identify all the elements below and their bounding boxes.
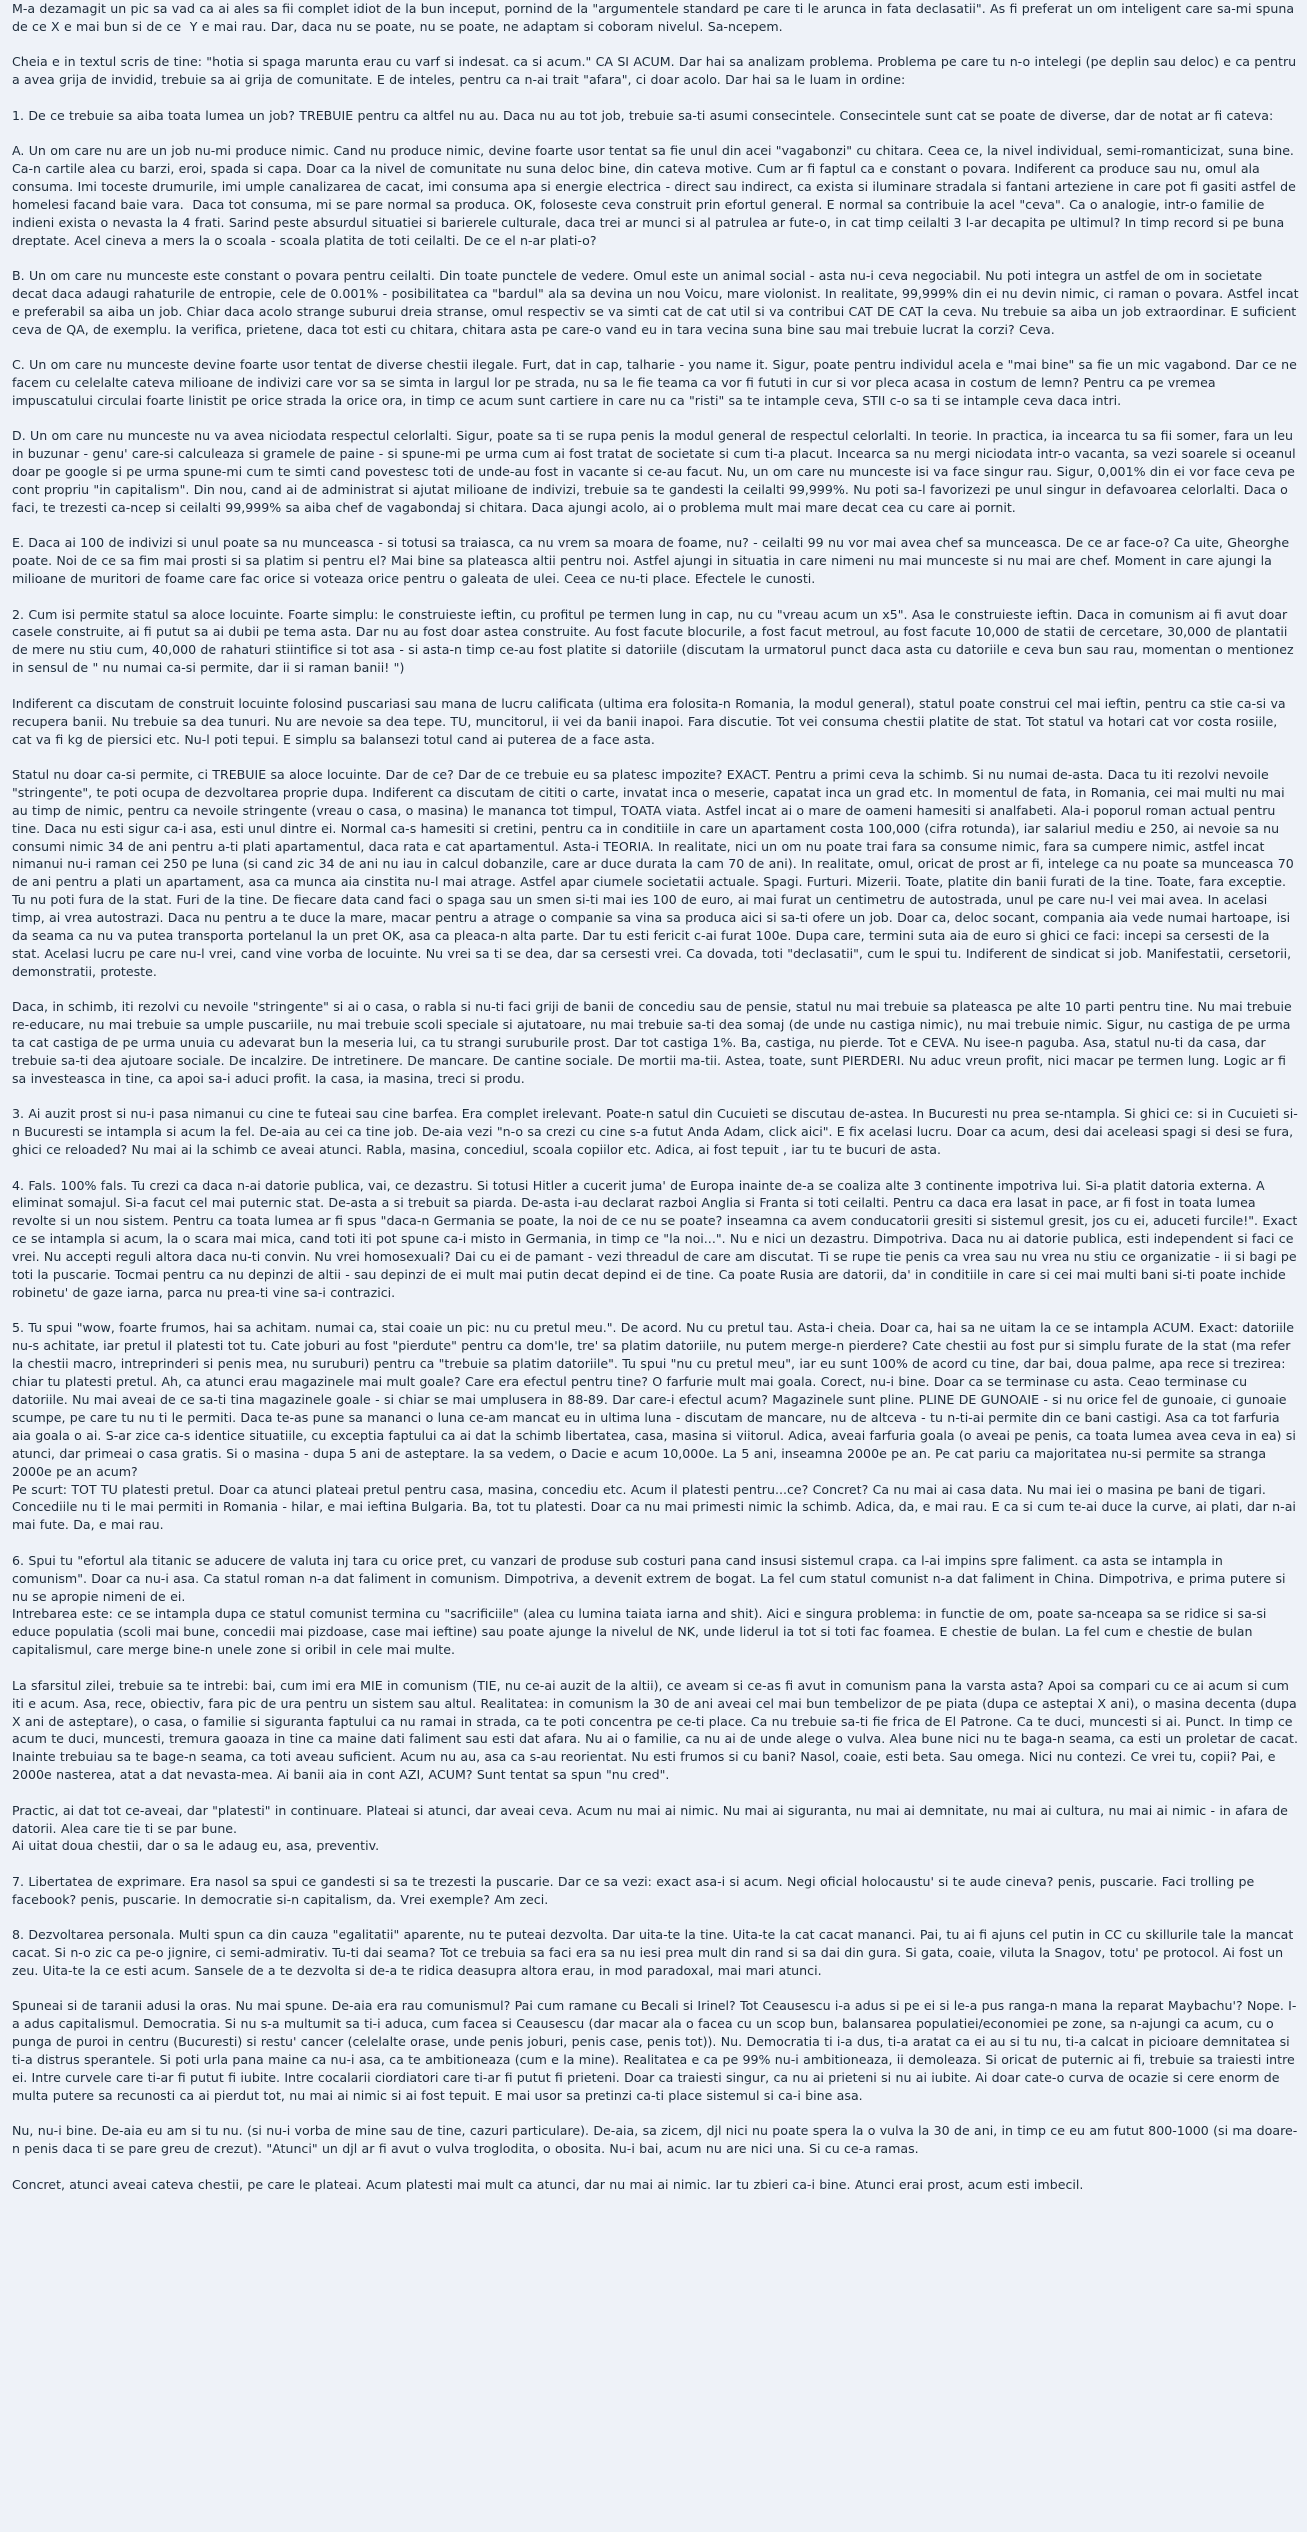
- post-paragraph: Concret, atunci aveai cateva chestii, pe care le plateai. Acum platesti mai mult ca atunci, dar nu mai ai nimic. Iar tu zbieri ca-i bine. Atunci erai prost, acum esti imbecil.: [12, 2176, 1084, 2192]
- post-paragraph: Practic, ai dat tot ce-aveai, dar "platesti" in continuare. Plateai si atunci, dar aveai ceva. Acum nu mai ai nimic. Nu mai ai siguranta, nu mai ai demnitate, nu mai ai cultura, nu mai ai nimic - in afara de datorii. Alea care tie ti se par bune. Ai uitat doua chestii, dar o sa le adaug eu, asa, preventiv.: [12, 1802, 1288, 1854]
- post-paragraph: Cheia e in textul scris de tine: "hotia si spaga marunta erau cu varf si indesat. ca si acum." CA SI ACUM. Dar hai sa analizam problema. Problema pe care tu n-o intelegi (pe deplin sau deloc) e ca pentru a avea grija de invidid, trebuie sa ai grija de comunitate. E de inteles, pentru ca n-ai trait "afara", ci doar acolo. Dar hai sa le luam in ordine:: [12, 54, 1301, 88]
- post-paragraph: Indiferent ca discutam de construit locuinte folosind puscariasi sau mana de lucru calificata (ultima era folosita-n Romania, la modul general), statul poate construi cel mai ieftin, pentru ca stie ca-si va recupera banii. Nu trebuie sa dea tunuri. Nu are nevoie sa dea tepe. TU, muncitorul, ii vei da banii inapoi. Fara discutie. Tot vei consuma chestii platite de stat. Tot statul va hotari cat vor costa rosiile, cat va fi kg de piersici etc. Nu-l poti tepui. E simplu sa balansezi totul cand ai puterea de a face asta.: [12, 695, 1290, 747]
- post-paragraph: Spuneai si de taranii adusi la oras. Nu mai spune. De-aia era rau comunismul? Pai cum ramane cu Becali si Irinel? Tot Ceausescu i-a adus si pe ei si le-a pus ranga-n mana la reparat Maybachu'? Nope. I-a adus capitalismul. Democratia. Si nu s-a multumit sa ti-i aduca, cum facea si Ceausescu (dar macar ala o facea cu un scop bun, balansarea populatiei/economiei pe zone, sa n-ajungi ca acum, cu o punga de puroi in centru (Bucuresti) si restu' cancer (celelalte orase, unde penis joburi, penis case, penis tot)). Nu. Democratia ti i-a dus, ti-a aratat ca ei au si tu nu, ti-a calcat in picioare demnitatea si ti-a distrus sperantele. Si poti urla pana maine ca nu-i asa, ca te ambitioneaza (cum e la mine). Realitatea e ca pe 99% nu-i ambitioneaza, ii demoleaza. Si oricat de puternic ai fi, trebuie sa traiesti intre ei. Intre curvele care ti-ar fi putut fi iubite. Intre cocalarii ciordiatori care ti-ar fi putut fi prieteni. Doar ca traiesti singur, ca nu ai prieteni si nu ai iubite. Ai doar cate-o curva de ocazie si cere enorm de multa putere sa recunosti ca ai pierdut tot, nu mai ai nimic si ai fost tepuit. E mai usor sa pretinzi ca-ti place sistemul si ca-i bine asa.: [12, 1998, 1300, 2103]
- post-paragraph: 7. Libertatea de exprimare. Era nasol sa spui ce gandesti si sa te trezesti la puscarie. Dar ce sa vezi: exact asa-i si acum. Negi oficial holocaustu' si te aude cineva? penis, puscarie. Faci trolling pe facebook? penis, puscarie. In democratie si-n capitalism, da. Vrei exemple? Am zeci.: [12, 1873, 1259, 1907]
- post-paragraph: 8. Dezvoltarea personala. Multi spun ca din cauza "egalitatii" aparente, nu te puteai dezvolta. Dar uita-te la tine. Uita-te la cat cacat mananci. Pai, tu ai fi ajuns cel putin in CC cu skillurile tale la mancat cacat. Si n-o zic ca pe-o jignire, ci semi-admirativ. Tu-ti dai seama? Tot ce trebuia sa faci era sa nu iesi prea mult din rand si sa dai din gura. Si gata, coaie, viluta la Snagov, totu' pe protocol. Ai fost un zeu. Uita-te la ce esti acum. Sansele de a te dezvolta si de-a te ridica deasupra altora erau, in mod paradoxal, mai mari atunci.: [12, 1927, 1298, 1978]
- post-paragraph: M-a dezamagit un pic sa vad ca ai ales sa fii complet idiot de la bun inceput, pornind de la "argumentele standard pe care ti le arunca in fata declasatii". As fi preferat un om inteligent care sa-mi spuna de ce X e mai bun si de ce Y e mai rau. Dar, daca nu se poate, nu se poate, ne adaptam si coboram nivelul. Sa-ncepem.: [12, 1, 1299, 34]
- post-paragraph: 1. De ce trebuie sa aiba toata lumea un job? TREBUIE pentru ca altfel nu au. Daca nu au tot job, trebuie sa-ti asumi consecintele. Consecintele sunt cat se poate de diverse, dar de notat ar fi cateva:: [12, 107, 1274, 123]
- post-paragraph: 5. Tu spui "wow, foarte frumos, hai sa achitam. numai ca, stai coaie un pic: nu cu pretul meu.". De acord. Nu cu pretul tau. Asta-i cheia. Doar ca, hai sa ne uitam la ce se intampla ACUM. Exact: datoriile nu-s achitate, iar pretul il platesti tot tu. Cate joburi au fost "pierdute" pentru ca dom'le, tre' sa platim datoriile, nu putem merge-n pierdere? Cate chestii au fost pur si simplu furate de la stat (ma refer la chestii macro, intreprinderi si penis mea, nu suruburi) pentru ca "trebuie sa platim datoriile". Tu spui "nu cu pretul meu", iar eu sunt 100% de acord cu tine, dar bai, doua palme, apa rece si trezirea: chiar tu platesti pretul. Ah, ca atunci erau magazinele mai mult goale? Care era efectul pentru tine? O farfurie mult mai goala. Corect, nu-i bine. Doar ca se terminase cu asta. Ceao terminase cu datoriile. Nu mai aveai de ce sa-ti tina magazinele goale - si chiar se mai umplusera in 88-89. Dar care-i efectul acum? Magazinele sunt pline. PLINE DE GUNOAIE - si nu orice fel de gunoaie, ci gunoaie scumpe, pe care tu nu ti le permiti. Daca te-as pune sa mananci o luna ce-am mancat eu in ultima luna - discutam de mancare, nu de altceva - tu n-ti-ai permite din ce bani castigi. Asa ca tot farfuria aia goala o ai. S-ar zice ca-s identice situatiile, cu exceptia faptului ca ai dat la schimb libertatea, casa, masina si viitorul. Adica, aveai farfuria goala (o aveai pe penis, ca toata lumea avea ceva in ea) si atunci, dar primeai o casa gratis. Si o masina - dupa 5 ani de asteptare. Ia sa vedem, o Dacie e acum 10,000e. La 5 ani, inseamna 2000e pe an. Pe cat pariu ca majoritatea nu-si permite sa stranga 2000e pe an acum? Pe scurt: TOT TU platesti pretul. Doar ca atunci plateai pretul pentru casa, masina, concediu etc. Acum il platesti pentru...ce? Concret? Ca nu mai ai casa data. Nu mai iei o masina pe bani de tigari. Concediile nu ti le mai permiti in Romania - hilar, e mai ieftina Bulgaria. Ba, tot tu platesti. Doar ca nu mai primesti nimic la schimb. Adica, da, e mai rau. E ca si cum te-ai duce la curve, ai plati, dar n-ai mai fute. Da, e mai rau.: [12, 1320, 1296, 1533]
- post-paragraph: Nu, nu-i bine. De-aia eu am si tu nu. (si nu-i vorba de mine sau de tine, cazuri particulare). De-aia, sa zicem, djl nici nu poate spera la o vulva la 30 de ani, in timp ce eu am futut 800-1000 (si ma doare-n penis daca ti se pare greu de crezut). "Atunci" un djl ar fi avut o vulva troglodita, o obosita. Nu-i bai, acum nu are nici una. Si cu ce-a ramas.: [12, 2123, 1298, 2157]
- post-paragraph: B. Un om care nu munceste este constant o povara pentru ceilalti. Din toate punctele de vedere. Omul este un animal social - asta nu-i ceva negociabil. Nu poti integra un astfel de om in societate decat daca adaugi rahaturile de entropie, cele de 0.001% - posibilitatea ca "bardul" ala sa devina un nou Voicu, mare violonist. In realitate, 99,999% din ei nu devin nimic, ci raman o povara. Astfel incat e preferabil sa aiba un job. Chiar daca acolo strange suburui dreia stranse, omul respectiv se va simti cat de cat util si va contribui CAT DE CAT la ceva. Nu trebuie sa aiba un job extraordinar. E suficient ceva de QA, de exemplu. Ia verifica, prietene, daca tot esti cu chitara, chitara asta pe care-o vand eu in tara vecina suna bine sau mai trebuie lucrat la corzi? Ceva.: [12, 267, 1303, 337]
- post-paragraph: 4. Fals. 100% fals. Tu crezi ca daca n-ai datorie publica, vai, ce dezastru. Si totusi Hitler a cucerit juma' de Europa inainte de-a se coaliza alte 3 continente impotriva lui. Si-a platit datoria externa. A eliminat somajul. Si-a facut cel mai puternic stat. De-asta a si trebuit sa piarda. De-asta i-au declarat razboi Anglia si Franta si toti ceilalti. Pentru ca daca era lasat in pace, ar fi fost in toata lumea revolte si un nou sistem. Pentru ca toata lumea ar fi spus "daca-n Germania se poate, la noi de ce nu se poate? inseamna ca avem conducatorii gresiti si sistemul gresit, jos cu ei, aduceti furcile!". Exact ce se intampla si acum, la o scara mai mica, cand toti iti pot spune ca-i misto in Germania, in timp ce "la noi...". Nu e nici un dezastru. Dimpotriva. Daca nu ai datorie publica, esti independent si faci ce vrei. Nu accepti reguli altora daca nu-ti convin. Nu vrei homosexuali? Dai cu ei de pamant - vezi threadul de care am discutat. Ti se rupe tie penis ca vrea sau nu vrea nu stiu ce organizatie - ii si bagi pe toti la puscarie. Tocmai pentru ca nu depinzi de altii - sau depinzi de ei mult mai putin decat depind ei de tine. Ca poate Rusia are datorii, da' in conditiile in care si cei mai multi bani si-ti poate inchide robinetu' de gaze iarna, parca nu prea-ti vine sa-i contrazici.: [12, 1177, 1302, 1300]
- post-paragraph: C. Un om care nu munceste devine foarte usor tentat de diverse chestii ilegale. Furt, dat in cap, talharie - you name it. Sigur, poate pentru individul acela e "mai bine" sa fie un mic vagabond. Dar ce ne facem cu celelalte cateva milioane de indivizi care vor sa se simta in largul lor pe strada, nu sa le fie teama ca vor fi fututi in cur si vor pleca acasa in costum de lemn? Pentru ca pe vremea impuscatului circulai foarte linistit pe orice strada la orice ora, in timp ce acum sunt cartiere in care nu ca "risti" sa te intample ceva, STII c-o sa ti se intample ceva daca intri.: [12, 357, 1302, 408]
- post-paragraph: D. Un om care nu munceste nu va avea niciodata respectul celorlalti. Sigur, poate sa ti se rupa penis la modul general de respectul celorlalti. In teorie. In practica, ia incearca tu sa fii somer, fara un leu in buzunar - genu' care-si calculeaza si gramele de paine - si spune-mi pe urma cum ai fost tratat de societate si cum ti-a placut. Incearca sa nu mergi niciodata intr-o vacanta, sa vezi soarele si oceanul doar pe google si pe urma spune-mi cum te simti cand povestesc toti de unde-au fost in vacante si ce-au facut. Nu, un om care nu munceste isi va face singur rau. Sigur, 0,001% din ei vor face ceva pe cont propriu "in capitalism". Din nou, cand ai de administrat si ajutat milioane de indivizi, trebuie sa te gandesti la ceilalti 99,999%. Nu poti sa-l favorizezi pe unul singur in defavoarea celorlalti. Daca o faci, te trezesti ca-ncep si ceilalti 99,999% sa aiba chef de vagabondaj si chitara. Daca ajungi acolo, ai o problema mult mai mare decat cea cu care ai pornit.: [12, 428, 1300, 515]
- post-paragraph: Daca, in schimb, iti rezolvi cu nevoile "stringente" si ai o casa, o rabla si nu-ti faci griji de banii de concediu sau de pensie, statul nu mai trebuie sa plateasca pe alte 10 parti pentru tine. Nu mai trebuie re-educare, nu mai trebuie sa umple puscariile, nu mai trebuie scoli speciale si ajutatoare, nu mai trebuie sa-ti dea somaj (de unde nu castiga nimic), nu mai trebuie nimic. Sigur, nu castiga de pe urma ta cat castiga de pe urma unuia cu adevarat bun la meseria lui, ca tu strangi suruburile prost. Dar tot castiga 1%. Ba, castiga, nu pierde. Tot e CEVA. Nu isee-n paguba. Asa, statul nu-ti da casa, dar trebuie sa-ti dea ajutoare sociale. De incalzire. De intretinere. De mancare. De cantine sociale. De mortii ma-tii. Astea, toate, sunt PIERDERI. Nu aduc vreun profit, nici macar pe termen lung. Logic ar fi sa investeasca in tine, ca apoi sa-i aduci profit. Ia casa, ia masina, treci si produ.: [12, 999, 1297, 1086]
- post-paragraph: 2. Cum isi permite statul sa aloce locuinte. Foarte simplu: le construieste ieftin, cu profitul pe termen lung in cap, nu cu "vreau acum un x5". Asa le construieste ieftin. Daca in comunism ai fi avut doar casele construite, ai fi putut sa ai dubii pe tema asta. Dar nu au fost doar astea construite. Au fost facute blocurile, a fost facut metroul, au fost facute 10,000 de statii de cercetare, 30,000 de plantatii de mere nu stiu cum, 40,000 de rahaturi stiintifice si tot asa - si asta-n timp ce-au fost platite si datoriile (discutam la urmatorul punct daca asta cu datoriile e ceva bun sau rau, momentan o mentionez in sensul de " nu numai ca-si permite, dar ii si raman banii! "): [12, 606, 1298, 676]
- forum-post-body: [12, 0, 1303, 2211]
- post-paragraph: La sfarsitul zilei, trebuie sa te intrebi: bai, cum imi era MIE in comunism (TIE, nu ce-ai auzit de la altii), ce aveam si ce-as fi avut in comunism pana la varsta asta? Apoi sa compari cu ce ai acum si cum iti e acum. Asa, rece, obiectiv, fara pic de ura pentru un sistem sau altul. Realitatea: in comunism la 30 de ani aveai cel mai bun tembelizor de pe piata (dupa ce asteptai X ani), o masina decenta (dupa X ani de asteptare), o casa, o familie si siguranta faptului ca nu ramai in strada, ca te poti concentra pe ce-ti place. Ca nu trebuie sa-ti fie frica de El Patrone. Ca te duci, muncesti si ai. Punct. In timp ce acum te duci, muncesti, tremura gaoaza in tine ca maine dati faliment sau esti dat afara. Nu ai o familie, ca nu ai de unde alege o vulva. Alea bune nici nu te baga-n seama, ca esti un proletar de cacat. Inainte trebuiau sa te bage-n seama, ca toti aveau suficient. Acum nu au, asa ca s-au reorientat. Nu esti frumos si cu bani? Nasol, coaie, esti beta. Sau omega. Nici nu contezi. Ce vrei tu, copii? Pai, e 2000e nasterea, atat a dat nevasta-mea. Ai banii aia in cont AZI, ACUM? Sunt tentat sa spun "nu cred".: [12, 1677, 1303, 1783]
- post-paragraph: A. Un om care nu are un job nu-mi produce nimic. Cand nu produce nimic, devine foarte usor tentat sa fie unul din acei "vagabonzi" cu chitara. Ceea ce, la nivel individual, semi-romanticizat, suna bine. Ca-n cartile alea cu barzi, eroi, spada si capa. Doar ca la nivel de comunitate nu suna deloc bine, din cateva motive. Cum ar fi faptul ca e constant o povara. Indiferent ca produce sau nu, omul ala consuma. Imi toceste drumurile, imi umple canalizarea de cacat, imi consuma apa si energie electrica - direct sau indirect, ca exista si iluminare stradala si fantani arteziene in care pot fi gasiti astfel de homelesi facand baie vara. Daca tot consuma, mi se pare normal sa produca. OK, foloseste ceva construit prin efortul general. E normal sa contribuie la acel "ceva". Ca o analogie, intr-o familie de indieni exista o nevasta la 4 frati. Sarind peste absurdul situatiei si barierele culturale, daca trei ar munci si al patrulea ar fute-o, in cat timp ceilalti 3 l-ar decapita pe ultimul? In timp record si pe buna dreptate. Acel cineva a mers la o scoala - scoala platita de toti ceilalti. De ce el n-ar plati-o?: [12, 143, 1301, 248]
- post-paragraph: Statul nu doar ca-si permite, ci TREBUIE sa aloce locuinte. Dar de ce? Dar de ce trebuie eu sa platesc impozite? EXACT. Pentru a primi ceva la schimb. Si nu numai de-asta. Daca tu iti rezolvi nevoile "stringente", te poti ocupa de dezvoltarea proprie dupa. Indiferent ca discutam de cititi o carte, invatat inca o meserie, capatat inca un grad etc. In momentul de fata, in Romania, cei mai multi nu mai au timp de nimic, pentru ca nevoile stringente (vreau o casa, o masina) le mananca tot timpul, TOATA viata. Astfel incat ai o mare de oameni hamesiti si analfabeti. Ala-i poporul roman actual pentru tine. Daca nu esti sigur ca-i asa, esti unul dintre ei. Normal ca-s hamesiti si cretini, pentru ca in conditiile in care un apartament costa 100,000 (cifra rotunda), iar salariul mediu e 250, ai nevoie sa nu consumi nimic 34 de ani pentru a-ti plati apartamentul, daca rata e cat apartamentul. Asta-i TEORIA. In realitate, nici un om nu poate trai fara sa consume nimic, fara sa cumpere nimic, astfel incat nimanui nu-i raman cei 250 pe luna (si cand zic 34 de ani nu iau in calcul dobanzile, care ar duce durata la cam 70 de ani). In realitate, omul, oricat de prost ar fi, intelege ca nu poate sa munceasca 70 de ani pentru a plati un apartament, asa ca munca aia cinstita nu-l mai atrage. Astfel apar ciumele societatii actuale. Spagi. Furturi. Mizerii. Toate, platite din banii furati de la tine. Toate, fara exceptie. Tu nu poti fura de la stat. Furi de la tine. De fiecare data cand faci o spaga sau un smen si-ti mai ies 100 de euro, ai mai furat un centimetru de autostrada, unul pe care nu-l vei mai avea. In acelasi timp, ai vrea autostrazi. Daca nu pentru a te duce la mare, macar pentru a atrage o companie sa vina sa produca aici si sa-ti ofere un job. Doar ca, deloc socant, compania aia vede numai hartoape, isi da seama ca nu va putea transporta portelanul la un pret OK, asa ca pleaca-n alta parte. Dar tu esti fericit c-ai furat 100e. Dupa care, termini suta aia de euro si ghici ce faci: incepi sa cersesti de la stat. Acelasi lucru pe care nu-l vrei, cand vine vorba de locuinte. Nu vrei sa ti se dea, dar sa cersesti vrei. Ca dovada, toti "declasatii", cum le spui tu. Indiferent de sindicat si job. Manifestatii, cersetorii, demonstratii, proteste.: [12, 766, 1299, 979]
- post-paragraph: 3. Ai auzit prost si nu-i pasa nimanui cu cine te futeai sau cine barfea. Era complet irelevant. Poate-n satul din Cucuieti se discutau de-astea. In Bucuresti nu prea se-ntampla. Si ghici ce: si in Cucuieti si-n Bucuresti se intampla si acum la fel. De-aia au cei ca tine job. De-aia vezi "n-o sa crezi cu cine s-a futut Anda Adam, click aici". E fix acelasi lucru. Doar ca acum, desi dai aceleasi spagi si desi se fura, ghici ce reloaded? Nu mai ai la schimb ce aveai atunci. Rabla, masina, concediul, scoala copiilor etc. Adica, ai fost tepuit , iar tu te bucuri de asta.: [12, 1106, 1298, 1158]
- post-paragraph: E. Daca ai 100 de indivizi si unul poate sa nu munceasca - si totusi sa traiasca, ca nu vrem sa moara de foame, nu? - ceilalti 99 nu vor mai avea chef sa munceasca. De ce ar face-o? Ca uite, Gheorghe poate. Noi de ce sa fim mai prosti si sa platim si pentru el? Mai bine sa plateasca altii pentru noi. Astfel ajungi in situatia in care nimeni nu mai munceste si nu mai are chef. Moment in care ajungi la milioane de muritori de foame care fac orice si voteaza orice pentru o galeata de ulei. Ceea ce nu-ti place. Efectele le cunosti.: [12, 535, 1294, 587]
- post-paragraph: 6. Spui tu "efortul ala titanic se aducere de valuta inj tara cu orice pret, cu vanzari de produse sub costuri pana cand insusi sistemul crapa. ca l-ai impins spre faliment. ca asta se intampla in comunism". Doar ca nu-i asa. Ca statul roman n-a dat faliment in comunism. Dimpotriva, a devenit extrem de bogat. La fel cum statul comunist n-a dat faliment in China. Dimpotriva, e prima putere si nu se apropie nimeni de ei. Intrebarea este: ce se intampla dupa ce statul comunist termina cu "sacrificiile" (alea cu lumina taiata iarna and shit). Aici e singura problema: in functie de om, poate sa-nceapa sa se ridice si sa-si educe populatia (scoli mai bune, concedii mai pizdoase, case mai ieftine) sau poate ajunge la nivelul de NK, unde liderul ia tot si toti fac foamea. E chestie de bulan. La fel cum e chestie de bulan capitalismul, care merge bine-n unele zone si oribil in cele mai multe.: [12, 1552, 1286, 1658]
